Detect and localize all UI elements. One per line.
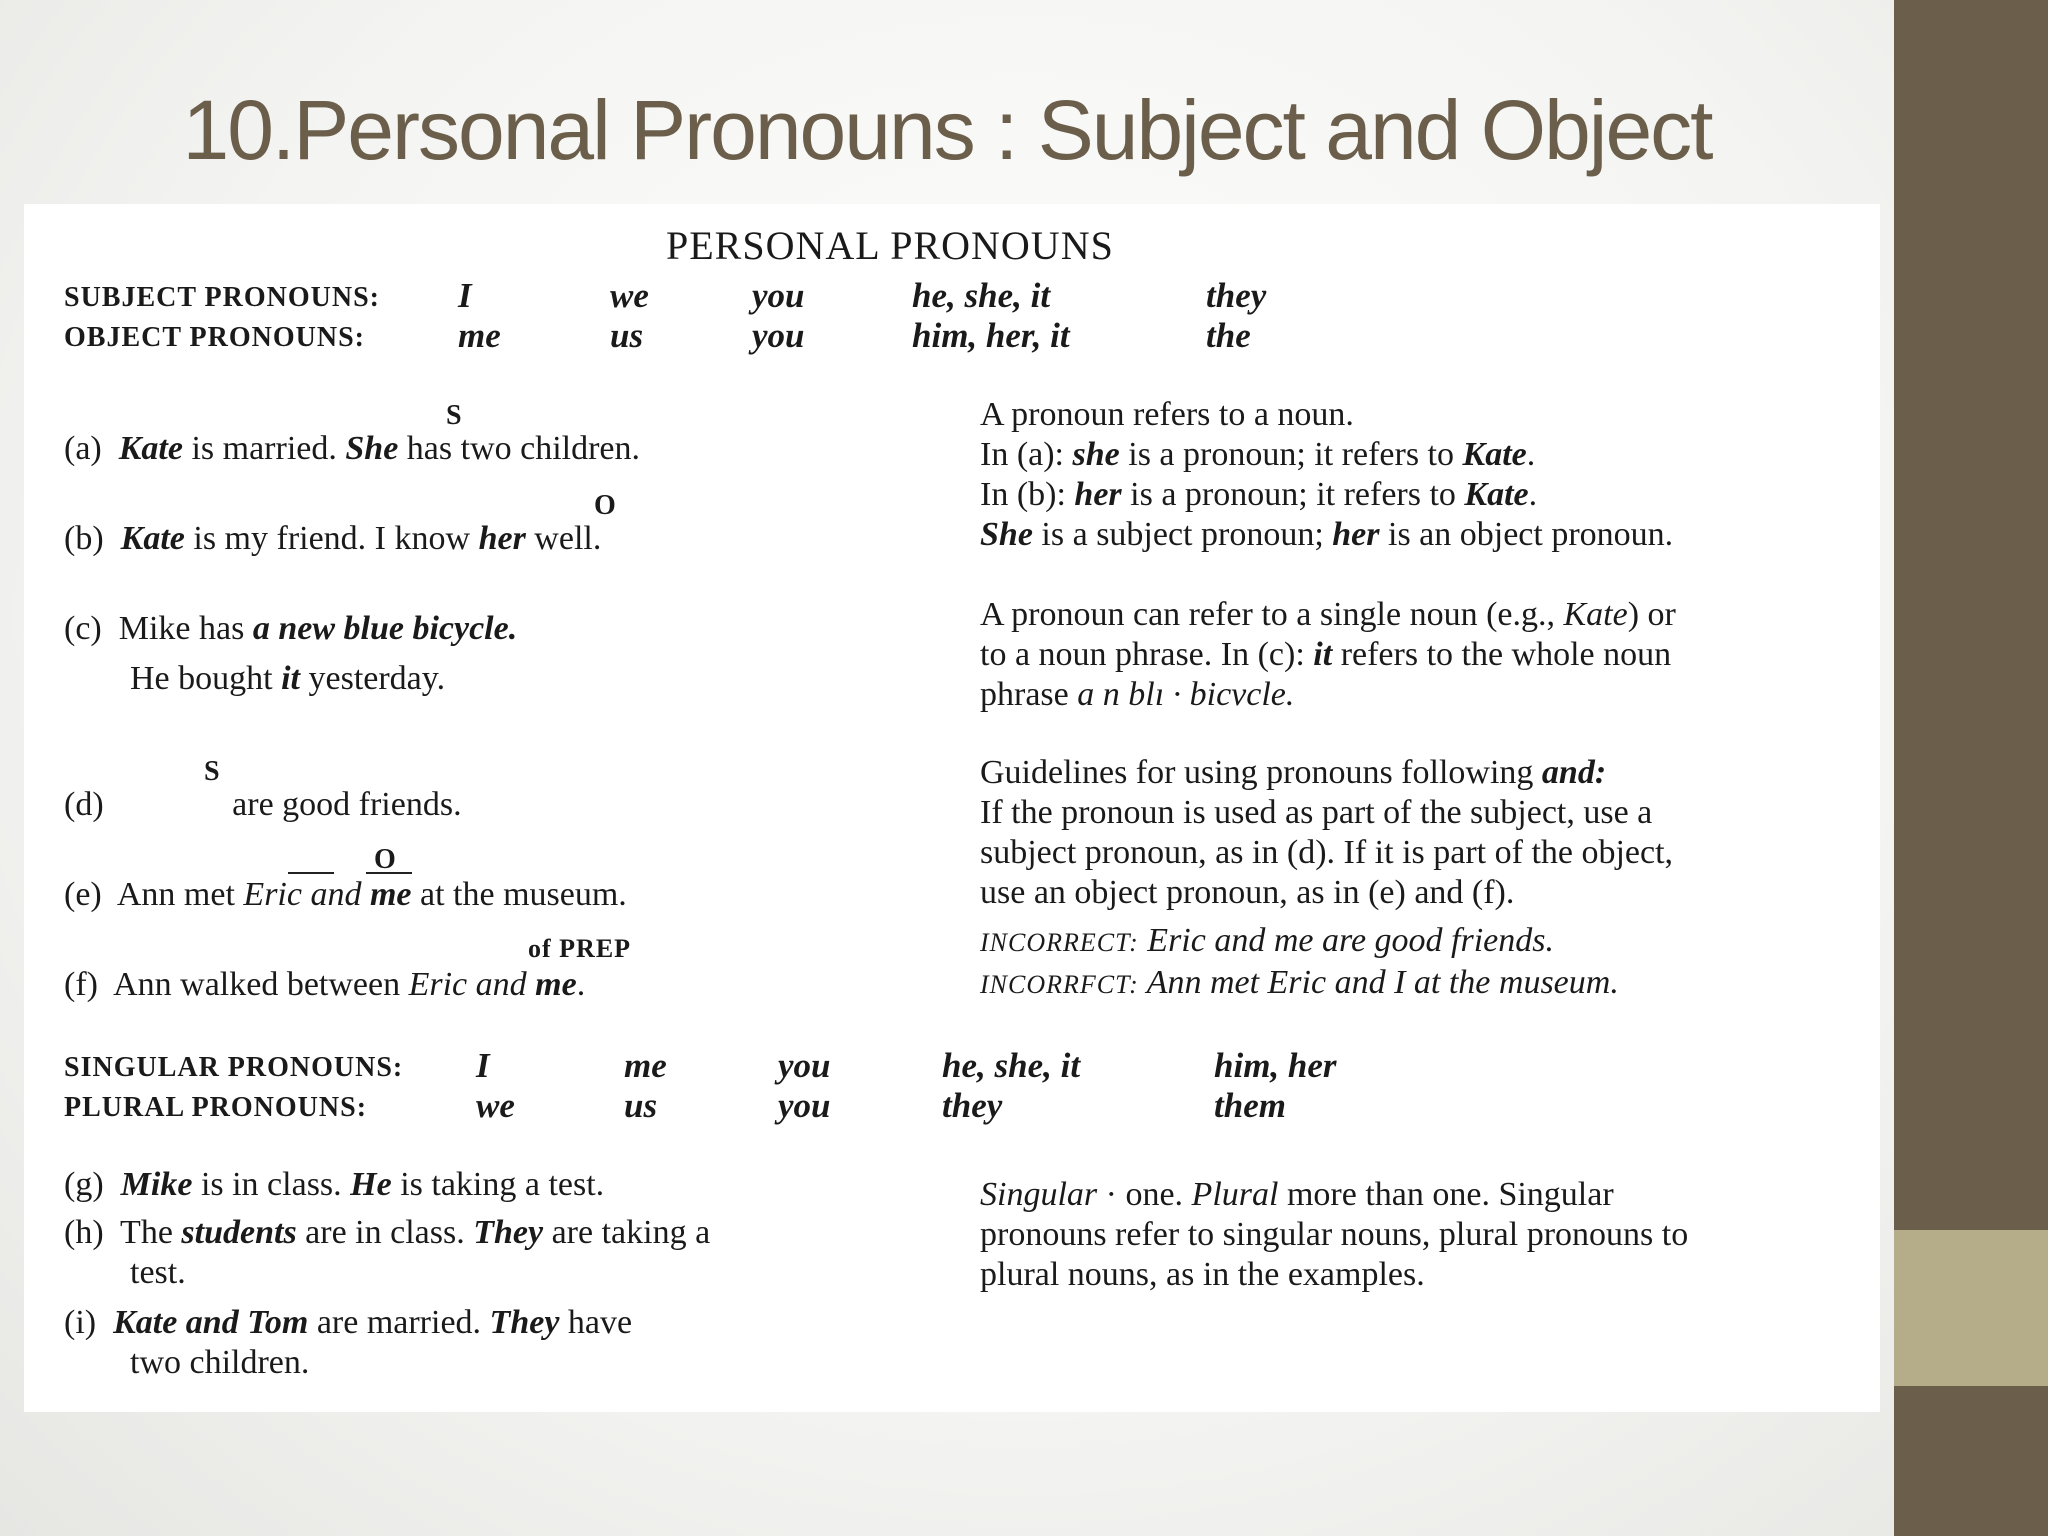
example-letter: (e) [64, 876, 102, 913]
object-item: you [752, 316, 805, 355]
example-keyword: me [535, 966, 577, 1003]
note-ab-line4 [980, 516, 1673, 554]
subject-marker: S [446, 400, 462, 431]
singular-row-label: SINGULAR PRONOUNS: [64, 1052, 404, 1083]
note-text: phrase [980, 676, 1078, 713]
object-item: me [458, 316, 501, 355]
note-keyword: Kate [1462, 436, 1527, 473]
singular-item: he, she, it [942, 1046, 1081, 1085]
subject-item: I [458, 276, 472, 315]
example-keyword: Eric [243, 876, 302, 913]
example-text: is in class. [192, 1166, 351, 1203]
subject-item: they [1206, 276, 1267, 315]
incorrect-example [980, 922, 1554, 960]
subject-row-label: SUBJECT PRONOUNS: [64, 282, 380, 313]
example-text: Ann met [116, 876, 244, 913]
incorrect-text: Eric and me are good friends. [1138, 922, 1554, 959]
example-i [64, 1304, 632, 1342]
table-heading: PERSONAL PRONOUNS [666, 223, 1114, 268]
object-row-label: OBJECT PRONOUNS: [64, 322, 365, 353]
example-text: yesterday. [300, 660, 446, 697]
plural-item: they [942, 1086, 1003, 1125]
note-keyword: her [1074, 476, 1122, 513]
note-keyword: she [1072, 436, 1120, 473]
sidebar-accent [1894, 1230, 2048, 1386]
incorrect-text: Ann met Eric and I at the museum. [1138, 964, 1619, 1001]
example-h [64, 1214, 710, 1252]
note-text: is a pronoun; it refers to [1121, 476, 1465, 513]
note-text: A pronoun can refer to a single noun (e.g., [980, 596, 1564, 633]
plural-item: them [1214, 1086, 1286, 1125]
slide-title: 10.Personal Pronouns : Subject and Object [182, 83, 1712, 177]
example-text: is my friend. I know [184, 520, 479, 557]
note-keyword: her [1332, 516, 1380, 553]
example-letter: (d) [64, 786, 104, 823]
example-text: has two children. [398, 430, 641, 467]
note-keyword: She [980, 516, 1033, 553]
note-c-line2 [980, 636, 1671, 674]
note-ab-line2: In (a): she is a pronoun; it refers to Kate. [980, 436, 1536, 473]
example-text: Mike has [118, 610, 253, 647]
example-keyword: and [301, 876, 370, 913]
example-text: have [559, 1304, 633, 1341]
subject-marker: S [204, 756, 220, 787]
note-keyword: a n blı · bicvcle. [1077, 676, 1295, 713]
note-text: · one. [1097, 1176, 1192, 1213]
example-e [64, 876, 627, 914]
example-letter: (i) [64, 1304, 97, 1341]
example-d [64, 786, 462, 824]
example-text: at the museum. [411, 876, 627, 913]
note-text: Guidelines for using pronouns following [980, 754, 1542, 791]
example-h-line2: test. [130, 1254, 186, 1291]
example-c [64, 610, 517, 648]
example-keyword: They [473, 1214, 544, 1251]
singular-item: I [476, 1046, 490, 1085]
example-keyword: it [281, 660, 300, 697]
note-text: is a subject pronoun; [1032, 516, 1333, 553]
example-keyword: Mike [120, 1166, 193, 1203]
note-keyword: Kate [1464, 476, 1529, 513]
note-text: In (a): [980, 436, 1073, 473]
example-text: are in class. [296, 1214, 474, 1251]
example-letter: (g) [64, 1166, 104, 1203]
prep-marker: of PREP [528, 934, 632, 963]
note-text: is a pronoun; it refers to [1119, 436, 1463, 473]
example-text: . [576, 966, 586, 1003]
example-text: He bought [130, 660, 282, 697]
example-text: are married. [308, 1304, 490, 1341]
example-text: is married. [182, 430, 346, 467]
note-c-line1 [980, 596, 1676, 634]
example-keyword: her [478, 520, 526, 557]
plural-item: us [624, 1086, 658, 1125]
object-marker: O [374, 844, 396, 875]
note-keyword: it [1313, 636, 1333, 673]
content-panel [24, 204, 1880, 1412]
object-item: the [1206, 316, 1251, 355]
note-text: ) or [1627, 596, 1676, 633]
note-and-line3: subject pronoun, as in (d). If it is part of the object, [980, 834, 1674, 871]
example-text: are good friends. [232, 786, 462, 823]
subject-item: he, she, it [912, 276, 1051, 315]
note-number-line3: plural nouns, as in the examples. [980, 1256, 1425, 1293]
subject-item: we [610, 276, 649, 315]
note-text: is an object pronoun. [1379, 516, 1674, 553]
note-keyword: Kate [1563, 596, 1628, 633]
note-text: more than one. Singular [1278, 1176, 1614, 1213]
example-letter: (c) [64, 610, 102, 647]
example-keyword: She [345, 430, 399, 467]
example-keyword: They [489, 1304, 560, 1341]
note-keyword: and: [1541, 754, 1607, 791]
example-text: are taking a [543, 1214, 711, 1251]
plural-row-label: PLURAL PRONOUNS: [64, 1092, 368, 1123]
incorrect-tag: INCORRFCT: [980, 970, 1139, 999]
example-text: is taking a test. [391, 1166, 605, 1203]
example-keyword: students [181, 1214, 297, 1251]
note-ab-line1: A pronoun refers to a noun. [980, 396, 1354, 433]
example-g [64, 1166, 604, 1204]
singular-item: him, her [1214, 1046, 1337, 1085]
note-keyword: Plural [1191, 1176, 1279, 1213]
singular-item: you [778, 1046, 831, 1085]
note-text: refers to the whole noun [1332, 636, 1672, 673]
note-text: In (b): [980, 476, 1075, 513]
subject-item: you [752, 276, 805, 315]
note-number-line2: pronouns refer to singular nouns, plural pronouns to [980, 1216, 1689, 1253]
example-keyword: Eric and [408, 966, 536, 1003]
example-letter: (b) [64, 520, 104, 557]
example-c-line2 [130, 660, 445, 698]
note-and-line4: use an object pronoun, as in (e) and (f). [980, 874, 1515, 911]
object-item: us [610, 316, 644, 355]
note-and-line2: If the pronoun is used as part of the subject, use a [980, 794, 1653, 831]
example-keyword: Kate [118, 430, 183, 467]
note-keyword: Singular [980, 1176, 1098, 1213]
object-item: him, her, it [912, 316, 1070, 355]
note-ab-line3: In (b): her is a pronoun; it refers to Kate. [980, 476, 1538, 513]
note-and-line1 [980, 754, 1606, 792]
example-i-line2: two children. [130, 1344, 310, 1381]
example-keyword: me [369, 876, 412, 913]
incorrect-example [980, 964, 1619, 1002]
note-c-line3 [980, 676, 1294, 714]
example-letter: (f) [64, 966, 98, 1003]
example-text: The [120, 1214, 182, 1251]
example-text: Ann walked between [113, 966, 409, 1003]
example-a [64, 430, 640, 468]
underline [288, 872, 334, 874]
example-b [64, 520, 601, 558]
plural-item: you [778, 1086, 831, 1125]
plural-item: we [476, 1086, 515, 1125]
object-marker: O [594, 490, 616, 521]
example-keyword: He [350, 1166, 392, 1203]
example-f [64, 966, 585, 1004]
example-keyword: Kate and Tom [113, 1304, 309, 1341]
note-number-line1 [980, 1176, 1614, 1214]
example-letter: (a) [64, 430, 102, 467]
incorrect-tag: INCORRECT: [980, 928, 1139, 957]
singular-item: me [624, 1046, 667, 1085]
example-letter: (h) [64, 1214, 104, 1251]
note-text: to a noun phrase. In (c): [980, 636, 1314, 673]
example-keyword: Kate [120, 520, 185, 557]
example-text: well. [525, 520, 602, 557]
example-keyword: a new blue bicycle. [252, 610, 518, 647]
